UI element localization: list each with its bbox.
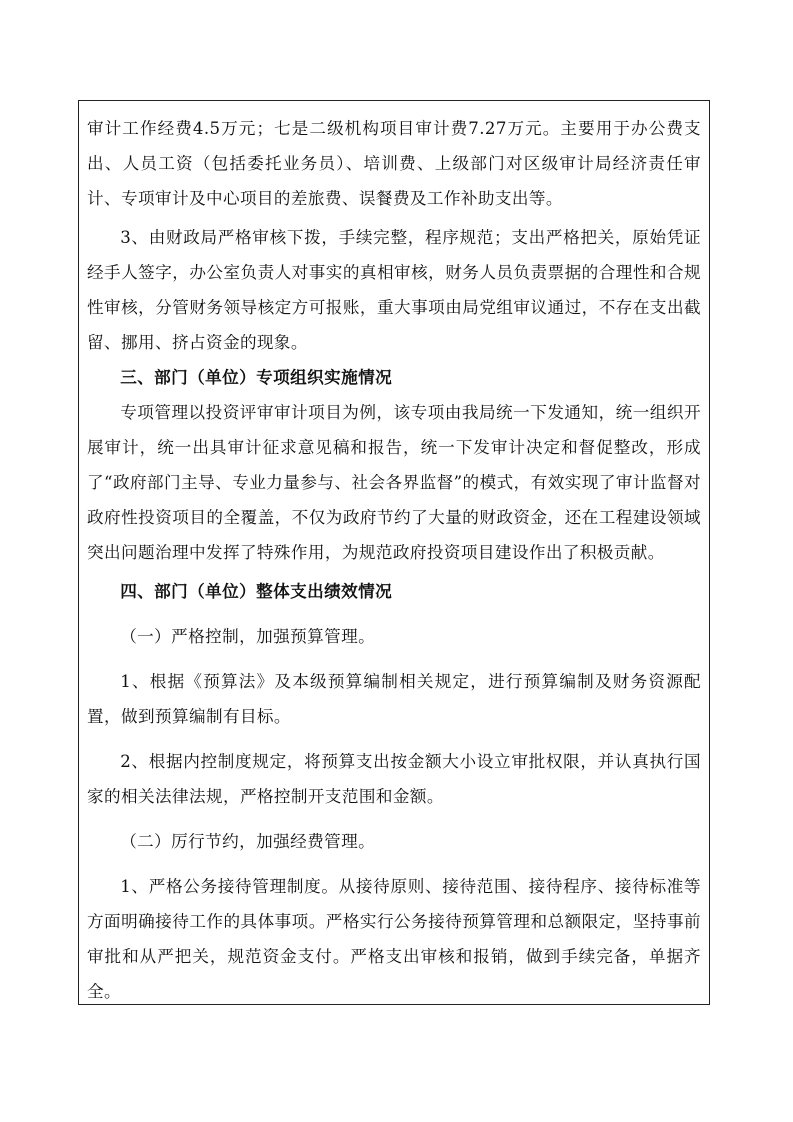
heading-overall-performance: 四、部门（单位）整体支出绩效情况: [120, 582, 393, 601]
paragraph-finance-review: 3、由财政局严格审核下拨，手续完整，程序规范；支出严格把关，原始凭证经手人签字，办公室负责人对事实的真相审核，财务人员负责票据的合理性和合规性审核，分管财务领导核定方可报账，重大事项由局党组审议通过，不存在支出截留、挪用、挤占资金的现象。: [87, 228, 701, 352]
heading-special-project: 三、部门（单位）专项组织实施情况: [120, 368, 393, 387]
document-body: [87, 111, 701, 1009]
paragraph-reception-management: 1、严格公务接待管理制度。从接待原则、接待范围、接待程序、接待标准等方面明确接待工作的具体事项。严格实行公务接待预算管理和总额限定，坚持事前审批和从严把关，规范资金支付。严格支出审核和报销，做到手续完备，单据齐全。: [87, 877, 701, 1001]
paragraph-special-project: 专项管理以投资评审审计项目为例，该专项由我局统一下发通知，统一组织开展审计，统一出具审计征求意见稿和报告，统一下发审计决定和督促整改，形成了“政府部门主导、专业力量参与、社会各界监督”的模式，有效实现了审计监督对政府性投资项目的全覆盖，不仅为政府节约了大量的财政资金，还在工程建设领域突出问题治理中发挥了特殊作用，为规范政府投资项目建设作出了积极贡献。: [87, 403, 701, 562]
subheading-thrift: （二）厉行节约，加强经费管理。: [120, 832, 376, 851]
paragraph-budget-law: 1、根据《预算法》及本级预算编制相关规定，进行预算编制及财务资源配置，做到预算编制有目标。: [87, 672, 701, 726]
subheading-budget-control: （一）严格控制，加强预算管理。: [120, 627, 376, 646]
document-frame: [78, 100, 710, 1005]
paragraph-audit-funds: 审计工作经费4.5万元；七是二级机构项目审计费7.27万元。主要用于办公费支出、人员工资（包括委托业务员）、培训费、上级部门对区级审计局经济责任审计、专项审计及中心项目的差旅费、误餐费及工作补助支出等。: [87, 119, 701, 208]
paragraph-internal-control: 2、根据内控制度规定，将预算支出按金额大小设立审批权限，并认真执行国家的相关法律法规，严格控制开支范围和金额。: [87, 752, 701, 806]
